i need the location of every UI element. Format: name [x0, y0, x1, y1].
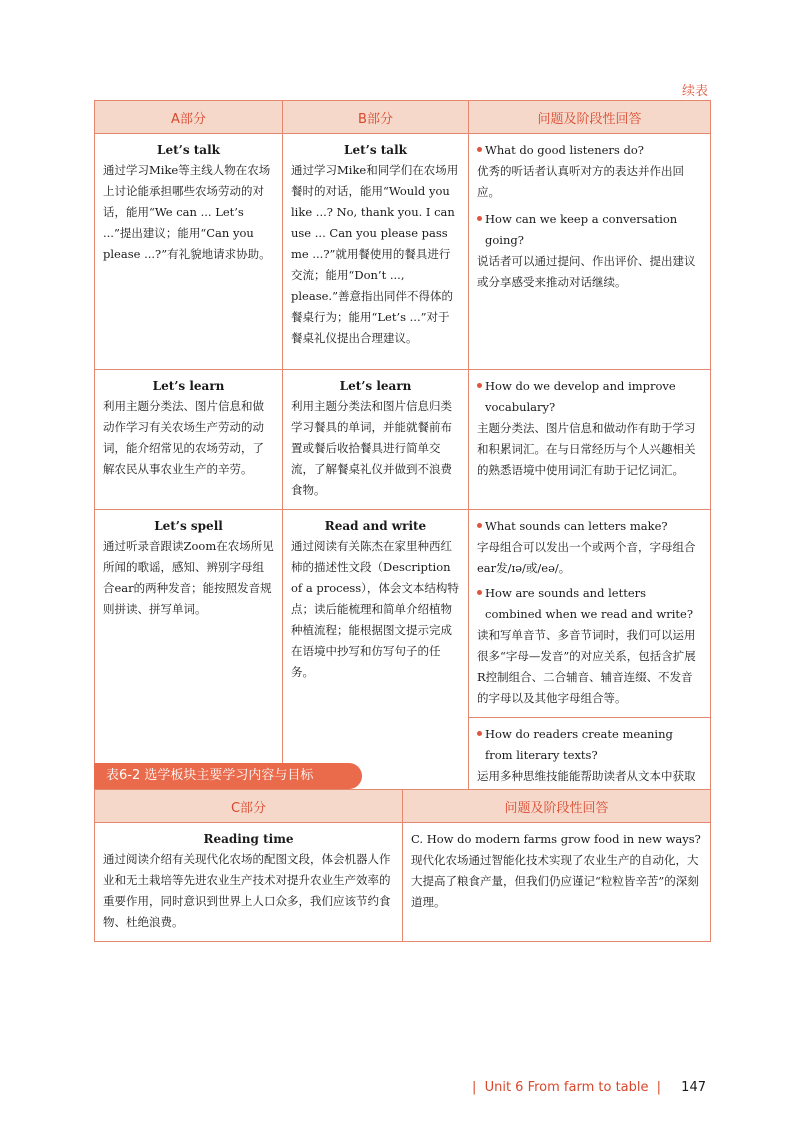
cell-text: 利用主题分类法和图片信息归类学习餐具的单词，并能就餐前布置或餐后收拾餐具进行简单交流，了解餐桌礼仪并做到不浪费食物。: [291, 399, 452, 497]
question-bullet: What do good listeners do?: [477, 140, 702, 161]
col-header-qa: 问题及阶段性回答: [469, 101, 711, 134]
cell-qa: [469, 510, 711, 718]
table-row: [95, 370, 711, 510]
answer-text: 读和写单音节、多音节词时，我们可以运用很多“字母—发音”的对应关系，包括含扩展R控制组合、二合辅音、辅音连缀、不发音的字母以及其他字母组合等。: [477, 628, 696, 705]
cell-text: 通过阅读介绍有关现代化农场的配图文段，体会机器人作业和无土栽培等先进农业生产技术对提升农业生产效率的重要作用，同时意识到世界上人口众多，我们应该节约食物、杜绝浪费。: [103, 852, 391, 929]
answer-text: 主题分类法、图片信息和做动作有助于学习和积累词汇。在与日常经历与个人兴趣相关的熟悉语境中使用词汇有助于记忆词汇。: [477, 421, 696, 477]
cell-b: [283, 370, 469, 510]
page-footer: [468, 1080, 706, 1095]
question-bullet: How do readers create meaning from literary texts?: [477, 724, 702, 766]
cell-qa: [403, 823, 711, 942]
cell-title: Let’s learn: [152, 379, 225, 393]
table-row: [95, 510, 711, 718]
col-header-qa: 问题及阶段性回答: [403, 790, 711, 823]
question-bullet: How are sounds and letters combined when we read and write?: [477, 583, 702, 625]
answer-text: 现代化农场通过智能化技术实现了农业生产的自动化，大大提高了粮食产量，但我们仍应谨记“粒粒皆辛苦”的深刻道理。: [411, 853, 699, 909]
cell-b: [283, 134, 469, 370]
cell-qa: [469, 370, 711, 510]
answer-text: 字母组合可以发出一个或两个音，字母组合ear发/ɪə/或/eə/。: [477, 540, 696, 575]
table-row: [95, 823, 711, 942]
cell-text: 利用主题分类法、图片信息和做动作学习有关农场生产劳动的动词，能介绍常见的农场劳动，了解农民从事农业生产的辛劳。: [103, 399, 264, 476]
cell-title: Let’s learn: [339, 379, 412, 393]
divider: |: [472, 1080, 477, 1095]
question-bullet: How can we keep a conversation going?: [477, 209, 702, 251]
table-title: 表6-2 选学板块主要学习内容与目标: [94, 763, 362, 789]
col-header-a: A部分: [95, 101, 283, 134]
question-bullet: How do we develop and improve vocabulary?: [477, 376, 702, 418]
table-row: [95, 134, 711, 370]
table-header-row: [95, 790, 711, 823]
col-header-b: B部分: [283, 101, 469, 134]
question-text: C. How do modern farms grow food in new ways?: [411, 832, 701, 846]
content-table-optional: [94, 789, 711, 942]
divider: |: [656, 1080, 662, 1095]
cell-a: [95, 134, 283, 370]
cell-title: Let’s talk: [157, 143, 220, 157]
page-number: 147: [681, 1080, 706, 1095]
cell-title: Read and write: [324, 519, 427, 533]
answer-text: 说话者可以通过提问、作出评价、提出建议或分享感受来推动对话继续。: [477, 254, 696, 289]
answer-text: 运用多种思维技能能帮助读者从文本中获取: [477, 769, 696, 783]
cell-text: 通过阅读有关陈杰在家里种西红柿的描述性文段（Description of a process），体会文本结构特点；读后能梳理和简单介绍植物种植流程；能根据图文提示完成在语境中抄写和仿写句子的任务。: [291, 539, 459, 679]
unit-label: Unit 6: [484, 1080, 524, 1095]
cell-c: [95, 823, 403, 942]
col-header-c: C部分: [95, 790, 403, 823]
continued-label: 续表: [681, 84, 708, 99]
question-bullet: What sounds can letters make?: [477, 516, 702, 537]
table-header-row: [95, 101, 711, 134]
content-table-continued: [94, 100, 711, 817]
cell-title: Let’s spell: [154, 519, 223, 533]
cell-text: 通过学习Mike等主线人物在农场上讨论能承担哪些农场劳动的对话，能用“We can ... Let’s ...”提出建议；能用“Can you please ...?”有礼貌地请求协助。: [103, 163, 271, 261]
cell-a: [95, 370, 283, 510]
answer-text: 优秀的听话者认真听对方的表达并作出回应。: [477, 164, 684, 199]
unit-title: From farm to table: [527, 1080, 649, 1095]
cell-text: 通过听录音跟读Zoom在农场所见所闻的歌谣，感知、辨别字母组合ear的两种发音；能按照发音规则拼读、拼写单词。: [103, 539, 274, 616]
cell-text: 通过学习Mike和同学们在农场用餐时的对话，能用“Would you like ...? No, thank you. I can use ... Can you please pass me ...?”就用餐使用的餐具进行交流；能用“Don’t ..., please.”善意指出同伴不得体的餐桌行为；能用“Let’s ...”对于餐桌礼仪提出合理建议。: [291, 163, 459, 345]
cell-qa: [469, 134, 711, 370]
cell-title: Let’s talk: [344, 143, 407, 157]
cell-title: Reading time: [203, 832, 294, 846]
